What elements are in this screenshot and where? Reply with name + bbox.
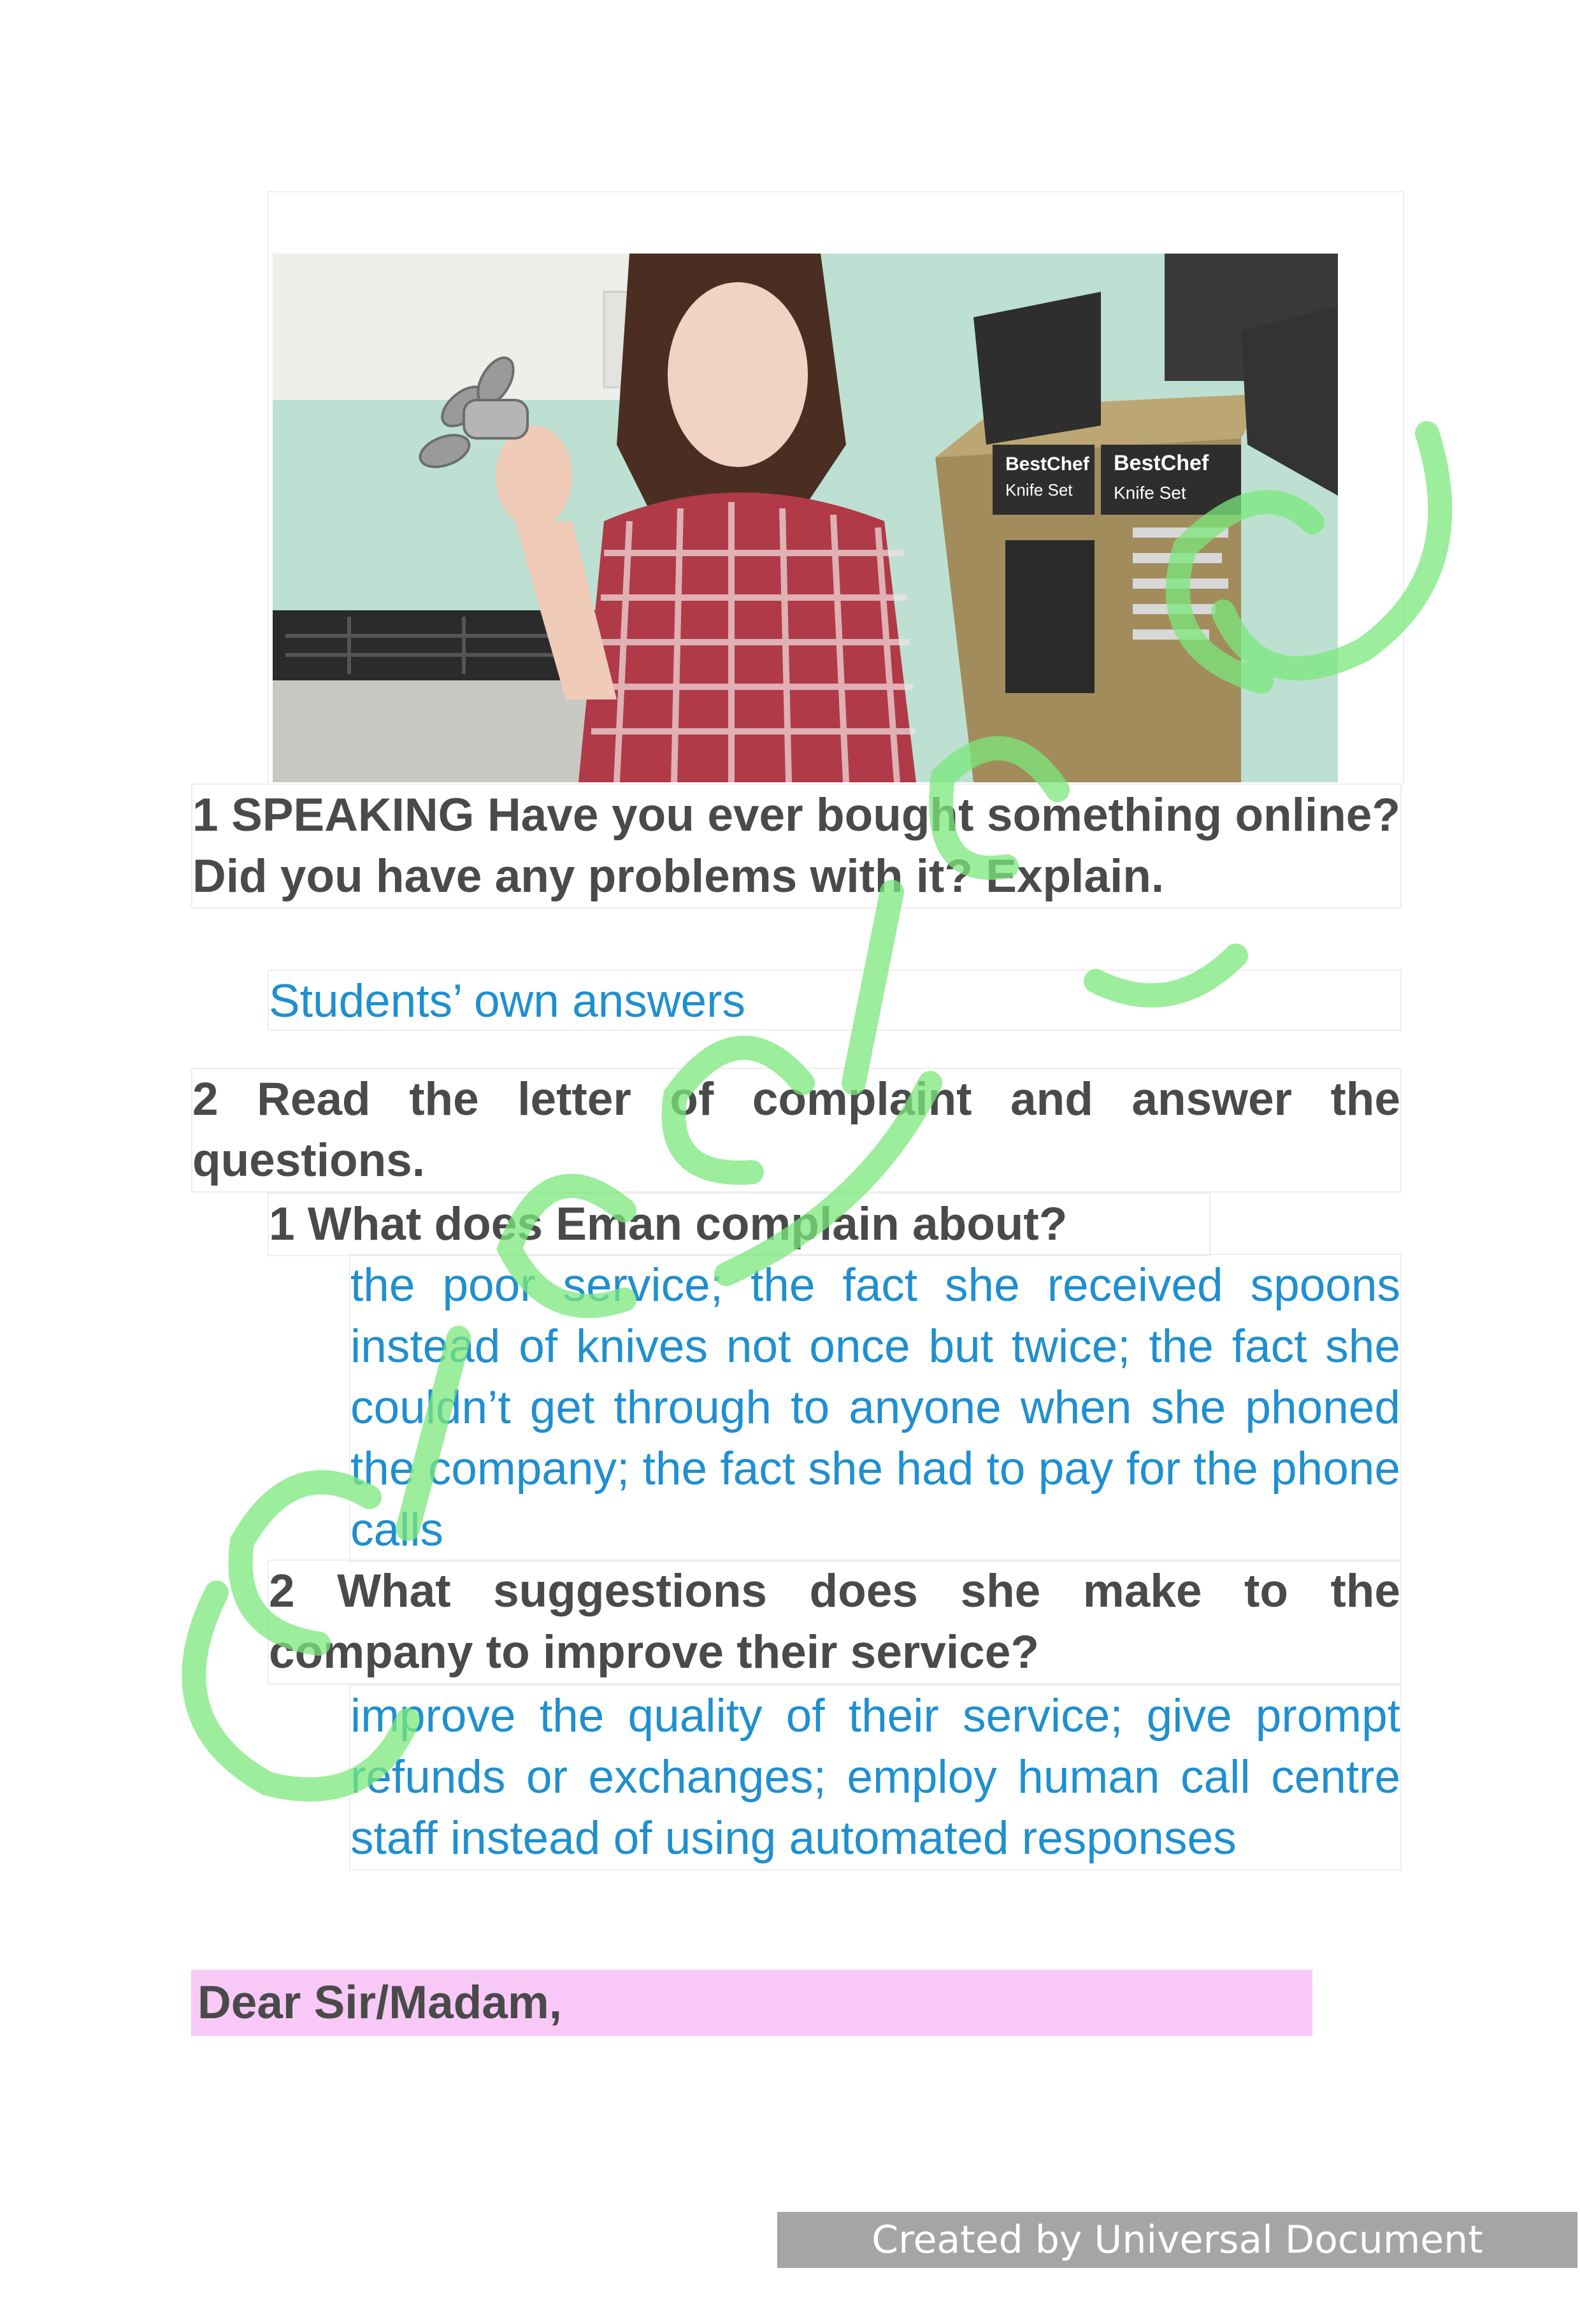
complaint-photo — [273, 254, 1338, 782]
question-2-1-answer: the poor service; the fact she received spoons instead of knives not once but twice; the fact she couldn’t get through to anyone when she phoned the company; the fact she had to pay for the phone calls — [350, 1259, 1400, 1556]
question-2-2-text: 2 What suggestions does she make to the company to improve their service? — [269, 1565, 1400, 1678]
converter-footer: Created by Universal Document Converter — [777, 2212, 1577, 2268]
question-2-2-answer-block — [349, 1684, 1402, 1870]
question-2-block — [191, 1068, 1402, 1193]
woman-with-knife-set-illustration — [273, 254, 1338, 782]
question-2-2-block — [268, 1560, 1402, 1684]
question-1-text: 1 SPEAKING Have you ever bought something online? Did you have any problems with it? Explain. — [192, 789, 1400, 902]
question-2-2-answer: improve the quality of their service; give prompt refunds or exchanges; employ human call centre staff instead of using automated responses — [350, 1690, 1400, 1864]
box-label-2: Knife Set — [1114, 483, 1186, 503]
box-label-1: Knife Set — [1005, 480, 1073, 499]
box-brand-2: BestChef — [1114, 451, 1209, 475]
letter-salutation: Dear Sir/Madam, — [191, 1970, 1312, 2036]
question-2-1-answer-block — [349, 1254, 1402, 1562]
question-2-text: 2 Read the letter of complaint and answer the questions. — [192, 1073, 1400, 1186]
question-1-answer: Students’ own answers — [269, 975, 745, 1027]
question-1-block — [191, 784, 1402, 908]
question-2-1-text: 1 What does Eman complain about? — [269, 1198, 1068, 1250]
box-brand-1: BestChef — [1005, 454, 1089, 475]
question-1-answer-block — [268, 970, 1402, 1031]
question-2-1-block — [268, 1193, 1210, 1256]
